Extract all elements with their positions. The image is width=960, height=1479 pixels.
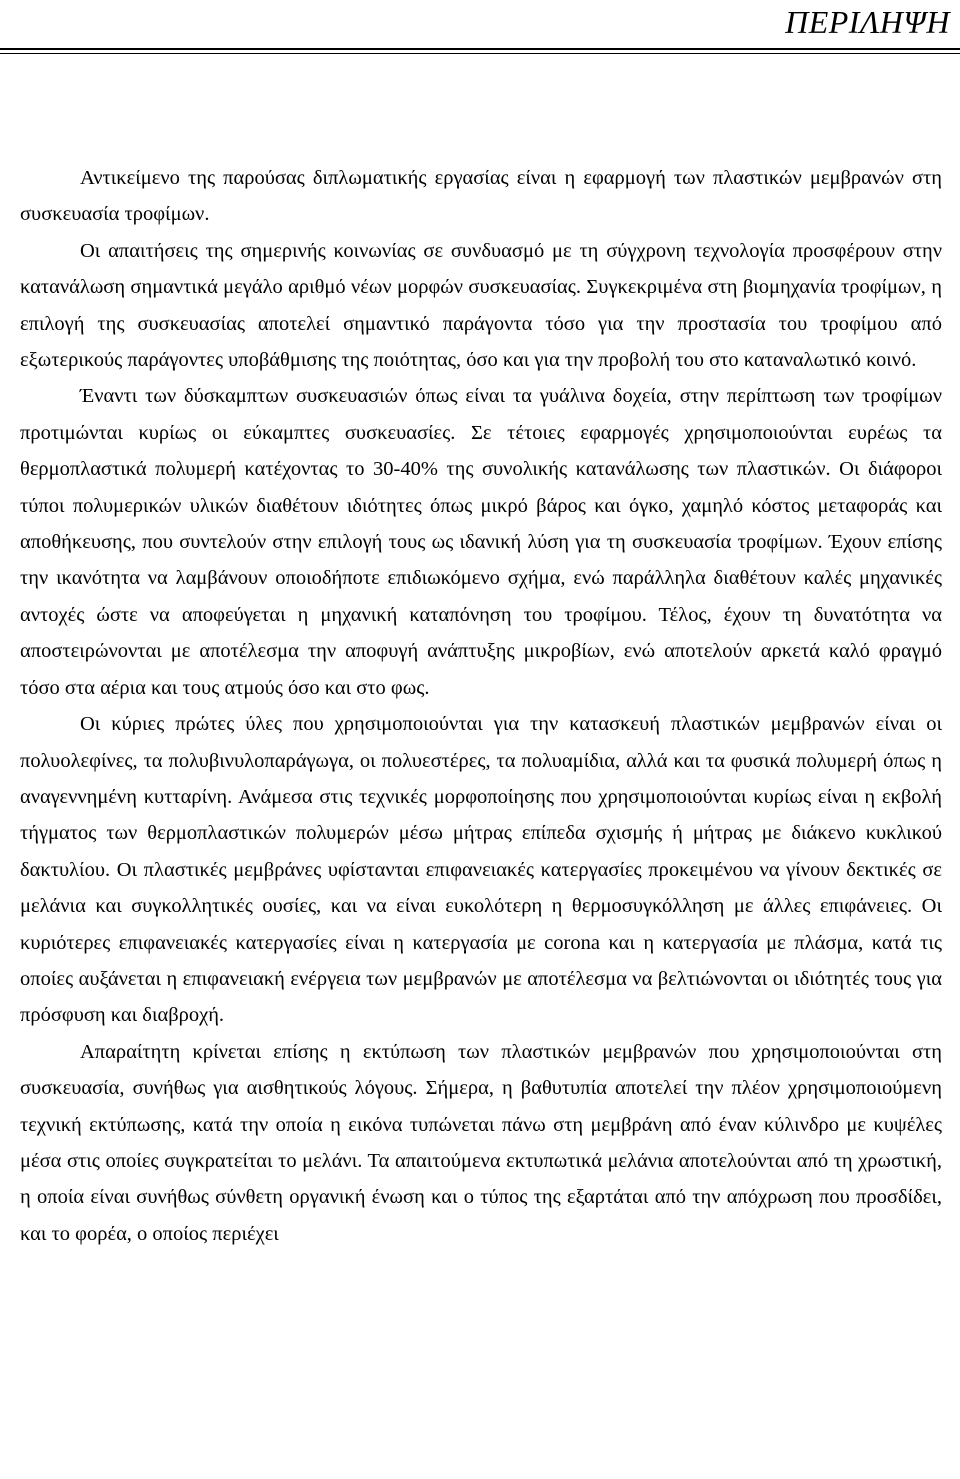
- abstract-body: [20, 160, 942, 1252]
- paragraph-1: Αντικείμενο της παρούσας διπλωματικής εργασίας είναι η εφαρμογή των πλαστικών μεμβρανών στη συσκευασία τροφίμων.: [20, 167, 942, 226]
- paragraph-2: Οι απαιτήσεις της σημερινής κοινωνίας σε συνδυασμό με τη σύγχρονη τεχνολογία προσφέρουν στην κατανάλωση σημαντικά μεγάλο αριθμό νέων μορφών συσκευασίας. Συγκεκριμένα στη βιομηχανία τροφίμων, η επιλογή της συσκευασίας αποτελεί σημαντικό παράγοντα τόσο για την προστασία του τροφίμου από εξωτερικούς παράγοντες υποβάθμισης της ποιότητας, όσο και για την προβολή του στο καταναλωτικό κοινό.: [20, 239, 942, 372]
- page-title: ΠΕΡΙΛΗΨΗ: [785, 4, 950, 40]
- title-rule-thin: [0, 53, 960, 54]
- paragraph-5: Απαραίτητη κρίνεται επίσης η εκτύπωση των πλαστικών μεμβρανών που χρησιμοποιούνται στη συσκευασία, συνήθως για αισθητικούς λόγους. Σήμερα, η βαθυτυπία αποτελεί την πλέον χρησιμοποιούμενη τεχνική εκτύπωσης, κατά την οποία η εικόνα τυπώνεται πάνω στη μεμβράνη από έναν κύλινδρο με κυψέλες μέσα στις οποίες συγκρατείται το μελάνι. Τα απαιτούμενα εκτυπωτικά μελάνια αποτελούνται από τη χρωστική, η οποία είναι συνήθως σύνθετη οργανική ένωση και ο τύπος της εξαρτάται από την απόχρωση που προσδίδει, και το φορέα, ο οποίος περιέχει: [20, 1040, 942, 1245]
- paragraph-3: Έναντι των δύσκαμπτων συσκευασιών όπως είναι τα γυάλινα δοχεία, στην περίπτωση των τροφίμων προτιμώνται κυρίως οι εύκαμπτες συσκευασίες. Σε τέτοιες εφαρμογές χρησιμοποιούνται ευρέως τα θερμοπλαστικά πολυμερή κατέχοντας το 30-40% της συνολικής κατανάλωσης των πλαστικών. Οι διάφοροι τύποι πολυμερικών υλικών διαθέτουν ιδιότητες όπως μικρό βάρος και όγκο, χαμηλό κόστος μεταφοράς και αποθήκευσης, που συντελούν στην επιλογή τους ως ιδανική λύση για τη συσκευασία τροφίμων. Έχουν επίσης την ικανότητα να λαμβάνουν οποιοδήποτε επιδιωκόμενο σχήμα, ενώ παράλληλα διαθέτουν καλές μηχανικές αντοχές ώστε να αποφεύγεται η μηχανική καταπόνηση του τροφίμου. Τέλος, έχουν τη δυνατότητα να αποστειρώνονται με αποτέλεσμα την αποφυγή ανάπτυξης μικροβίων, ενώ αποτελούν αρκετά καλό φραγμό τόσο στα αέρια και τους ατμούς όσο και στο φως.: [20, 385, 942, 699]
- title-rule-thick: [0, 48, 960, 50]
- paragraph-4: Οι κύριες πρώτες ύλες που χρησιμοποιούνται για την κατασκευή πλαστικών μεμβρανών είναι οι πολυολεφίνες, τα πολυβινυλοπαράγωγα, οι πολυεστέρες, τα πολυαμίδια, αλλά και τα φυσικά πολυμερή όπως η αναγεννημένη κυτταρίνη. Ανάμεσα στις τεχνικές μορφοποίησης που χρησιμοποιούνται κυρίως είναι η εκβολή τήγματος των θερμοπλαστικών πολυμερών μέσω μήτρας επίπεδα σχισμής ή μήτρας με διάκενο κυκλικού δακτυλίου. Οι πλαστικές μεμβράνες υφίστανται επιφανειακές κατεργασίες προκειμένου να γίνουν δεκτικές σε μελάνια και συγκολλητικές ουσίες, και να είναι ευκολότερη η θερμοσυγκόλληση με άλλες επιφάνειες. Οι κυριότερες επιφανειακές κατεργασίες είναι η κατεργασία με corona και η κατεργασία με πλάσμα, κατά τις οποίες αυξάνεται η επιφανειακή ενέργεια των μεμβρανών με αποτέλεσμα να βελτιώνονται οι ιδιότητές τους για πρόσφυση και διαβροχή.: [20, 713, 942, 1027]
